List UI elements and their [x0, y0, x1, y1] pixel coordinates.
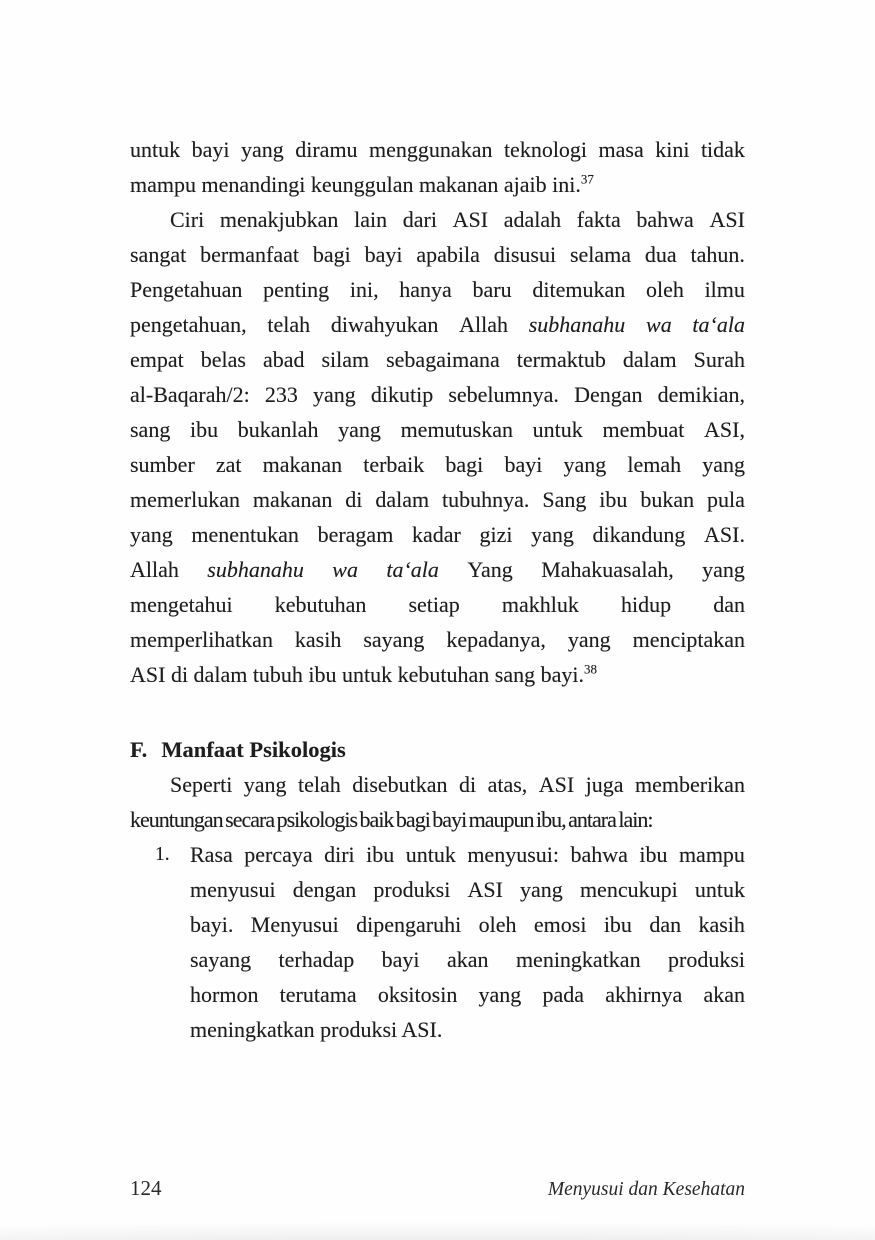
word: bukanlah — [237, 417, 319, 442]
word: menggunakan — [369, 137, 493, 162]
word: ilmu — [704, 277, 745, 302]
word: ditemukan — [532, 277, 626, 302]
word: ASI — [709, 207, 745, 232]
word: ibu — [639, 842, 668, 867]
text-line — [190, 942, 745, 977]
word: akhirnya — [605, 982, 683, 1007]
word: dan — [713, 592, 745, 617]
word: sayang — [190, 947, 252, 972]
word: Dengan — [574, 382, 643, 407]
word: demikian, — [657, 382, 745, 407]
word: yang — [240, 137, 284, 162]
word: ibu — [190, 417, 219, 442]
word: yang — [702, 452, 745, 477]
word: makanan — [262, 452, 343, 477]
word: yang — [520, 877, 563, 902]
word: subhanahu — [528, 312, 626, 337]
word: kini — [655, 137, 690, 162]
word: telah — [267, 312, 311, 337]
text-line — [130, 482, 745, 517]
text-line — [130, 342, 745, 377]
word: memberikan — [634, 772, 745, 797]
word: pula — [707, 487, 745, 512]
word: sang — [130, 417, 171, 442]
paragraph — [130, 202, 745, 692]
word: menyusui — [190, 877, 276, 902]
page-curl-shadow — [0, 1216, 875, 1240]
word: menentukan — [191, 522, 299, 547]
text-line — [130, 202, 745, 237]
word: dan — [649, 912, 682, 937]
heading-text: Manfaat Psikologis — [161, 737, 346, 762]
word: untuk — [694, 877, 745, 902]
page-number: 124 — [130, 1176, 162, 1200]
word: ta‘ala — [692, 312, 745, 337]
word: sebelumnya. — [448, 382, 559, 407]
text-line — [130, 767, 745, 802]
word: bayi. — [190, 912, 234, 937]
word: bayi — [191, 137, 230, 162]
word: produksi — [373, 877, 451, 902]
word: al-Baqarah/2: — [130, 382, 250, 407]
word: kebutuhan — [274, 592, 367, 617]
word: oleh — [478, 912, 517, 937]
word: lain — [354, 207, 388, 232]
word: beragam — [317, 522, 394, 547]
word: fakta — [576, 207, 621, 232]
word: dalam — [375, 487, 430, 512]
heading-marker: F. — [130, 737, 148, 762]
list-item — [130, 837, 745, 1047]
word: yang — [567, 627, 611, 652]
text-line — [130, 132, 745, 167]
text-line — [190, 872, 745, 907]
word: ibu — [599, 487, 628, 512]
word: diwahyukan — [330, 312, 439, 337]
word: teknologi — [503, 137, 588, 162]
text-line — [130, 552, 745, 587]
running-title: Menyusui dan Kesehatan — [547, 1179, 745, 1200]
word: disebutkan — [352, 772, 448, 797]
word: 233 — [264, 382, 298, 407]
word: Surah — [693, 347, 745, 372]
word: oleh — [645, 277, 684, 302]
heading — [130, 732, 745, 767]
word: makanan — [252, 487, 333, 512]
word: akan — [446, 947, 489, 972]
word: kadar — [411, 522, 461, 547]
word: gizi — [479, 522, 513, 547]
word: ASI. — [704, 522, 745, 547]
word: diramu — [295, 137, 358, 162]
text-line — [190, 837, 745, 872]
word: bagi — [312, 242, 351, 267]
word: yang — [702, 557, 745, 582]
word: dalam — [622, 347, 677, 372]
word: ibu — [366, 842, 395, 867]
text-line — [130, 377, 745, 412]
word: yang — [563, 452, 607, 477]
word: dua — [644, 242, 677, 267]
word: dari — [402, 207, 437, 232]
word: ta‘ala — [386, 557, 439, 582]
word: masa — [598, 137, 644, 162]
word: pengetahuan, — [130, 312, 247, 337]
word: kepadanya, — [446, 627, 546, 652]
word: selama — [569, 242, 632, 267]
word: menakjubkan — [219, 207, 339, 232]
word: membuat — [602, 417, 685, 442]
word: yang — [312, 382, 356, 407]
word: wa — [646, 312, 672, 337]
word: dipengaruhi — [356, 912, 462, 937]
page-footer — [130, 1176, 745, 1201]
word: mampu — [678, 842, 745, 867]
text-line — [130, 412, 745, 447]
word: Mahakuasalah, — [541, 557, 674, 582]
text-line — [190, 907, 745, 942]
word: bagi — [445, 452, 484, 477]
word: Seperti — [170, 772, 233, 797]
text-line: meningkatkan produksi ASI. — [190, 1017, 443, 1042]
word: untuk — [130, 137, 181, 162]
word: penting — [263, 277, 330, 302]
word: termaktub — [516, 347, 606, 372]
word: baru — [472, 277, 512, 302]
text-line — [130, 272, 745, 307]
word: emosi — [533, 912, 587, 937]
list-number: 1. — [155, 844, 170, 865]
word: zat — [215, 452, 242, 477]
word: ASI — [538, 772, 575, 797]
word: empat — [130, 347, 184, 372]
text-line: ASI di dalam tubuh ibu untuk kebutuhan sang bayi.$^{38}$ — [130, 661, 597, 687]
word: hidup — [621, 592, 672, 617]
word: akan — [703, 982, 745, 1007]
word: terutama — [279, 982, 357, 1007]
word: Pengetahuan — [130, 277, 243, 302]
text-line — [190, 977, 745, 1012]
word: tubuhnya. — [442, 487, 530, 512]
word: bayi — [504, 452, 543, 477]
word: ibu — [603, 912, 632, 937]
word: bayi — [381, 947, 420, 972]
word: abad — [262, 347, 305, 372]
word: juga — [585, 772, 624, 797]
text-line — [130, 307, 745, 342]
word: oksitosin — [377, 982, 458, 1007]
word: mengetahui — [130, 592, 233, 617]
word: sumber — [130, 452, 195, 477]
word: telah — [298, 772, 341, 797]
word: tidak — [700, 137, 745, 162]
word: bukan — [640, 487, 695, 512]
word: bermanfaat — [200, 242, 299, 267]
word: Rasa — [190, 842, 233, 867]
word: Allah — [130, 557, 179, 582]
word: apabila — [416, 242, 480, 267]
paragraph — [130, 767, 745, 837]
word: ini, — [349, 277, 379, 302]
word: makhluk — [501, 592, 579, 617]
word: sayang — [363, 627, 425, 652]
text-line — [130, 237, 745, 272]
word: tahun. — [690, 242, 745, 267]
word: percaya — [244, 842, 313, 867]
word: memerlukan — [130, 487, 240, 512]
word: ASI — [452, 207, 489, 232]
word: terbaik — [363, 452, 425, 477]
word: bahwa — [570, 842, 628, 867]
word: memutuskan — [400, 417, 513, 442]
word: yang — [478, 982, 522, 1007]
word: yang — [531, 522, 574, 547]
word: terhadap — [278, 947, 355, 972]
text-line — [130, 587, 745, 622]
text-line: keuntungan secara psikologis baik bagi bayi maupun ibu, antara lain: — [130, 807, 653, 832]
word: belas — [200, 347, 246, 372]
word: diri — [324, 842, 355, 867]
word: kasih — [698, 912, 745, 937]
word: sangat — [130, 242, 187, 267]
word: silam — [321, 347, 370, 372]
word: memperlihatkan — [130, 627, 273, 652]
text-line — [130, 622, 745, 657]
word: yang — [243, 772, 287, 797]
word: dikandung — [592, 522, 686, 547]
word: Allah — [459, 312, 509, 337]
word: setiap — [408, 592, 460, 617]
word: meningkatkan — [515, 947, 641, 972]
word: di — [345, 487, 363, 512]
word: yang — [130, 522, 173, 547]
paragraph — [130, 132, 745, 202]
word: hanya — [399, 277, 452, 302]
word: pada — [542, 982, 585, 1007]
text-line: mampu menandingi keunggulan makanan ajaib ini.$^{37}$ — [130, 171, 594, 197]
word: subhanahu — [207, 557, 304, 582]
word: adalah — [503, 207, 562, 232]
word: hormon — [190, 982, 259, 1007]
word: produksi — [668, 947, 745, 972]
word: menciptakan — [632, 627, 745, 652]
word: wa — [332, 557, 358, 582]
word: mencukupi — [579, 877, 678, 902]
word: ASI, — [704, 417, 745, 442]
word: Sang — [542, 487, 587, 512]
word: lemah — [627, 452, 682, 477]
word: Ciri — [170, 207, 205, 232]
word: ASI — [467, 877, 503, 902]
word: atas, — [487, 772, 528, 797]
word: di — [459, 772, 477, 797]
word: Yang — [467, 557, 513, 582]
word: untuk — [532, 417, 583, 442]
word: untuk — [405, 842, 456, 867]
word: Menyusui — [250, 912, 339, 937]
word: menyusui: — [467, 842, 559, 867]
text-block — [130, 132, 745, 1047]
word: dikutip — [370, 382, 434, 407]
word: yang — [338, 417, 381, 442]
text-line — [130, 517, 745, 552]
word: sebagaimana — [386, 347, 500, 372]
word: dengan — [292, 877, 357, 902]
word: bahwa — [636, 207, 694, 232]
word: kasih — [294, 627, 342, 652]
text-line — [130, 447, 745, 482]
word: disusui — [493, 242, 557, 267]
word: bayi — [364, 242, 403, 267]
